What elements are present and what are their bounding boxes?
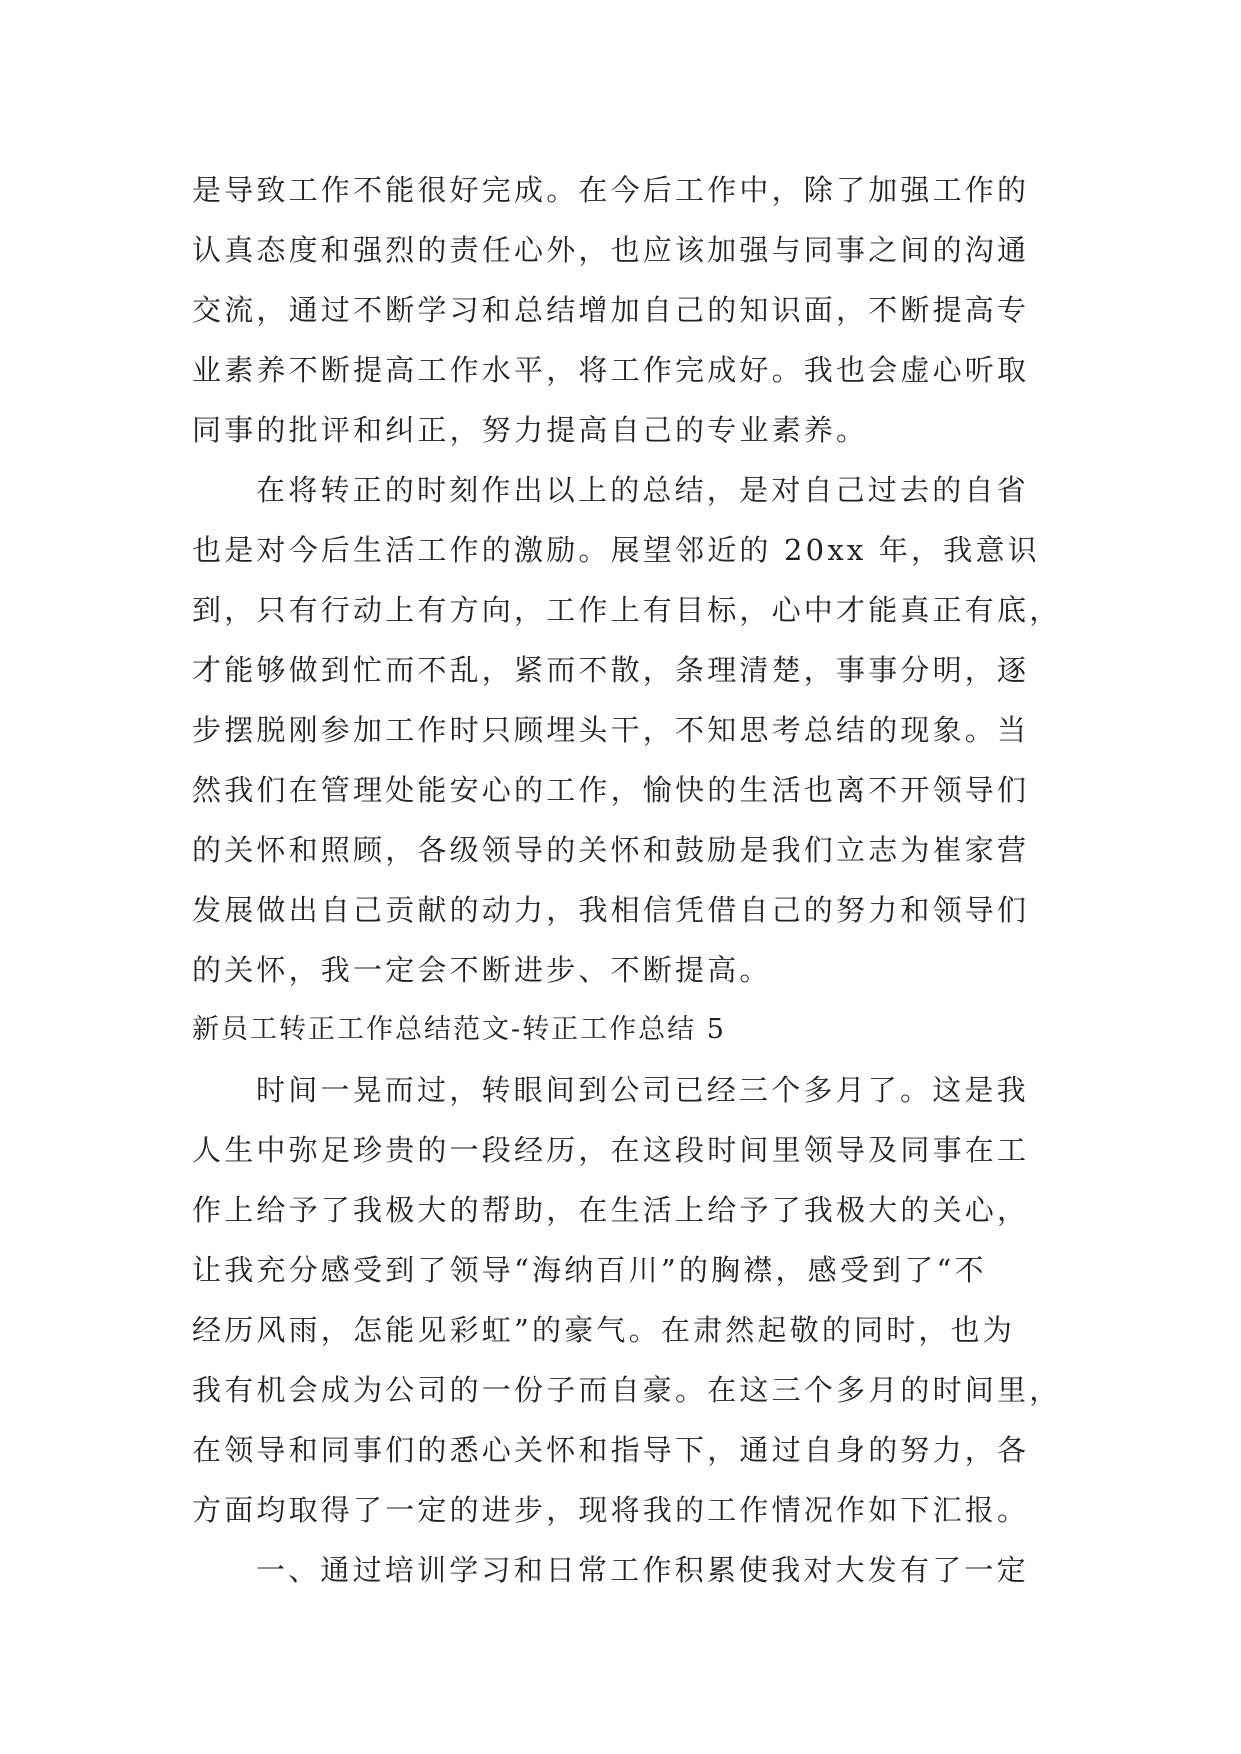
body-line: 业素养不断提高工作水平，将工作完成好。我也会虚心听取	[192, 353, 1030, 387]
paragraph-first-line: 一、通过培训学习和日常工作积累使我对大发有了一定	[256, 1553, 1029, 1587]
body-line: 也是对今后生活工作的激励。展望邻近的 20xx 年，我意识	[192, 533, 1040, 567]
body-line: 同事的批评和纠正，努力提高自己的专业素养。	[192, 413, 869, 447]
body-line: 交流，通过不断学习和总结增加自己的知识面，不断提高专	[192, 293, 1030, 327]
body-line: 然我们在管理处能安心的工作，愉快的生活也离不开领导们	[192, 773, 1030, 807]
body-line: 方面均取得了一定的进步，现将我的工作情况作如下汇报。	[192, 1493, 1030, 1527]
body-line: 才能够做到忙而不乱，紧而不散，条理清楚，事事分明，逐	[192, 653, 1030, 687]
section-heading: 新员工转正工作总结范文-转正工作总结 5	[192, 1014, 726, 1045]
body-line: 是导致工作不能很好完成。在今后工作中，除了加强工作的	[192, 173, 1030, 207]
body-line: 步摆脱刚参加工作时只顾埋头干，不知思考总结的现象。当	[192, 713, 1030, 747]
body-line: 发展做出自己贡献的动力，我相信凭借自己的努力和领导们	[192, 893, 1030, 927]
body-line: 的关怀和照顾，各级领导的关怀和鼓励是我们立志为崔家营	[192, 833, 1030, 867]
body-line: 的关怀，我一定会不断进步、不断提高。	[192, 953, 772, 987]
body-line: 在领导和同事们的悉心关怀和指导下，通过自身的努力，各	[192, 1433, 1030, 1467]
paragraph-first-line: 时间一晃而过，转眼间到公司已经三个多月了。这是我	[256, 1073, 1029, 1107]
document-body	[192, 160, 1072, 1600]
body-line: 我有机会成为公司的一份子而自豪。在这三个多月的时间里，	[192, 1373, 1062, 1407]
body-line: 人生中弥足珍贵的一段经历，在这段时间里领导及同事在工	[192, 1133, 1030, 1167]
body-line: 让我充分感受到了领导“海纳百川”的胸襟，感受到了“不	[192, 1253, 987, 1287]
body-line: 作上给予了我极大的帮助，在生活上给予了我极大的关心，	[192, 1193, 1030, 1227]
body-line: 到，只有行动上有方向，工作上有目标，心中才能真正有底，	[192, 593, 1062, 627]
body-line: 经历风雨，怎能见彩虹”的豪气。在肃然起敬的同时，也为	[192, 1313, 1016, 1347]
body-line: 认真态度和强烈的责任心外，也应该加强与同事之间的沟通	[192, 233, 1030, 267]
paragraph-first-line: 在将转正的时刻作出以上的总结，是对自己过去的自省	[256, 473, 1029, 507]
